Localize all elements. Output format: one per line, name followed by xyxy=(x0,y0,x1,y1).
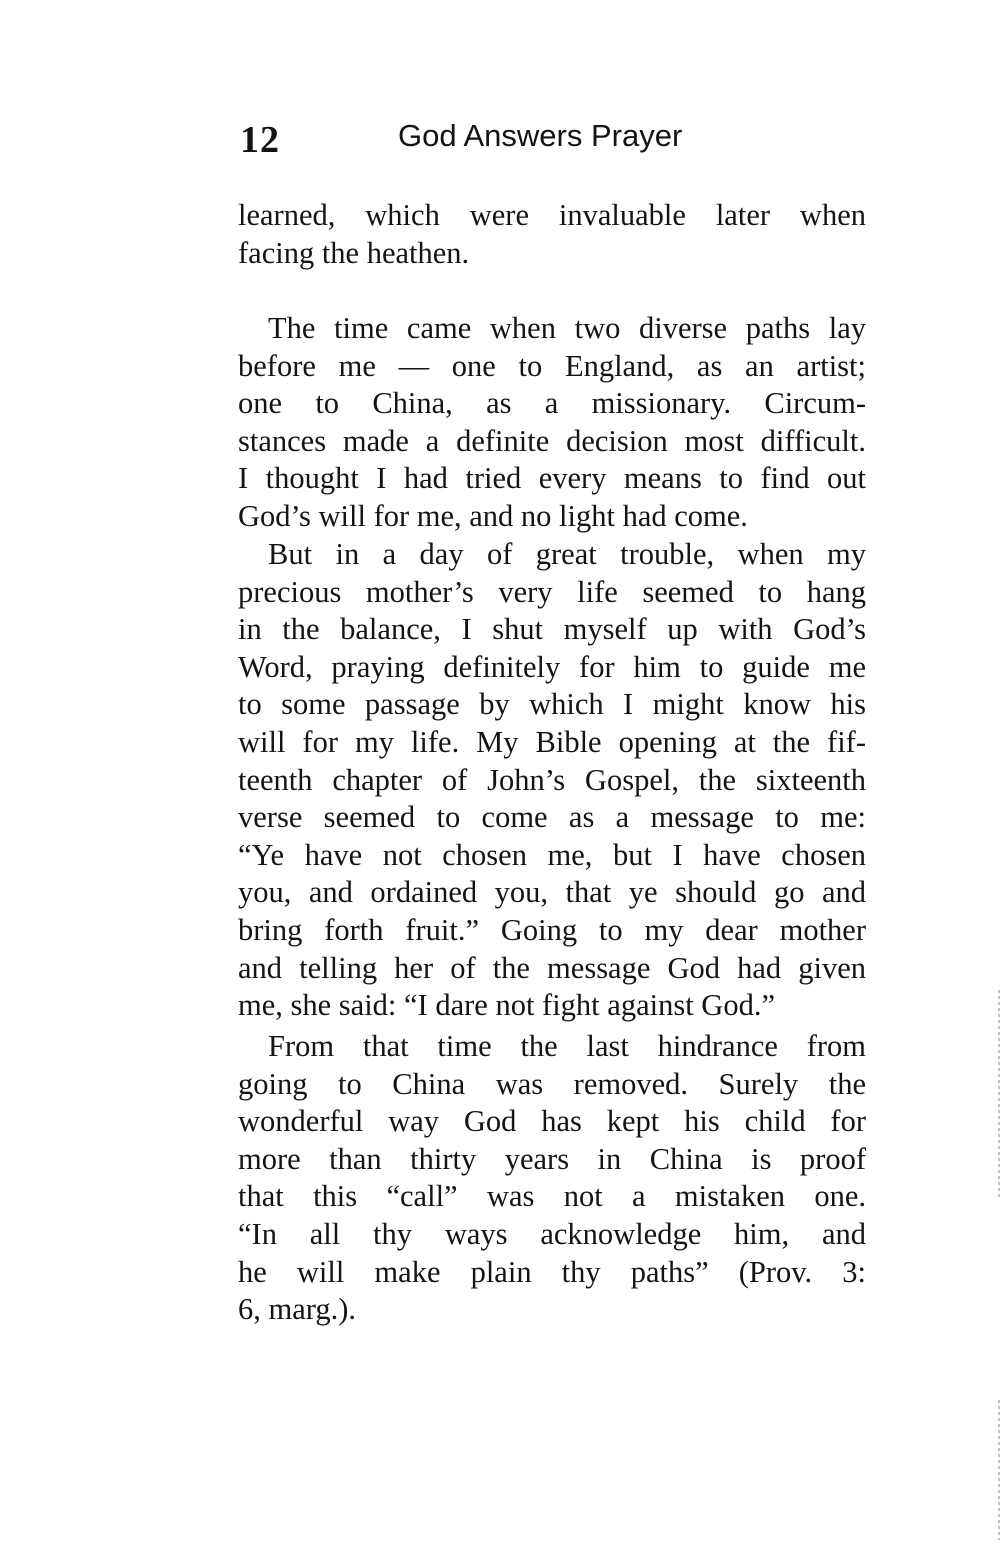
text-line: facing the heathen. xyxy=(238,235,470,270)
running-title: God Answers Prayer xyxy=(398,118,683,153)
text-line: to some passage by which I might know his xyxy=(238,687,866,722)
text-line: From that time the last hindrance from xyxy=(268,1029,866,1063)
text-line: before me — one to England, as an artist; xyxy=(238,348,866,383)
text-line: precious mother’s very life seemed to hang xyxy=(238,574,866,609)
text-line: he will make plain thy paths” (Prov. 3: xyxy=(238,1254,866,1289)
page-number: 12 xyxy=(240,119,280,161)
text-line: and telling her of the message God had given xyxy=(238,950,866,985)
text-line: bring forth fruit.” Going to my dear mother xyxy=(238,912,866,947)
paragraph xyxy=(238,310,866,536)
text-line: stances made a definite decision most difficult. xyxy=(238,423,866,458)
text-line: one to China, as a missionary. Circum- xyxy=(238,386,866,421)
text-line: “In all thy ways acknowledge him, and xyxy=(238,1216,866,1251)
text-line: teenth chapter of John’s Gospel, the sixteenth xyxy=(238,762,866,797)
paragraph xyxy=(238,536,866,1025)
text-line: more than thirty years in China is proof xyxy=(238,1141,866,1176)
text-line: will for my life. My Bible opening at the fif- xyxy=(238,724,866,759)
text-line: But in a day of great trouble, when my xyxy=(268,537,866,571)
text-line: wonderful way God has kept his child for xyxy=(238,1104,866,1139)
text-line: 6, marg.). xyxy=(238,1292,357,1327)
text-line: The time came when two diverse paths lay xyxy=(268,311,866,345)
page-header xyxy=(240,118,710,168)
text-line: learned, which were invaluable later when xyxy=(238,198,866,232)
text-line: I thought I had tried every means to find out xyxy=(238,461,866,496)
paragraph-continuation xyxy=(238,197,866,272)
text-line: that this “call” was not a mistaken one. xyxy=(238,1179,866,1214)
text-line: God’s will for me, and no light had come. xyxy=(238,498,748,533)
text-line: going to China was removed. Surely the xyxy=(238,1066,866,1101)
text-line: me, she said: “I dare not fight against God.” xyxy=(238,988,775,1023)
text-line: verse seemed to come as a message to me: xyxy=(238,800,866,835)
text-line: you, and ordained you, that ye should go and xyxy=(238,875,866,910)
text-line: Word, praying definitely for him to guide me xyxy=(238,649,866,684)
paragraph xyxy=(238,1028,866,1329)
text-line: in the balance, I shut myself up with God’s xyxy=(238,612,866,647)
text-line: “Ye have not chosen me, but I have chosen xyxy=(238,837,866,872)
